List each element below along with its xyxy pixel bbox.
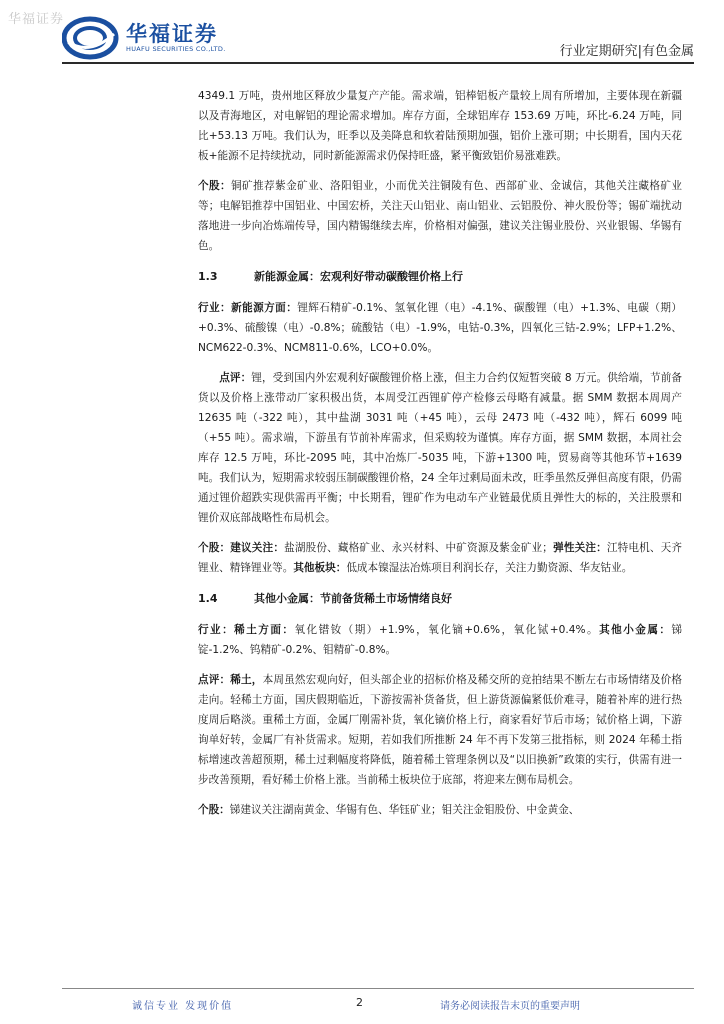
- report-body: [198, 86, 682, 830]
- comment-text: 锂，受到国内外宏观利好碳酸锂价格上涨，但主力合约仅短暂突破 8 万元。供给端，节前备货以及价格上涨带动厂家积极出货，本周受江西锂矿停产检修云母略有减量。据 SMM 数据本周周产 12635 吨（-322 吨），其中盐湖 3031 吨（+45 吨），云母 2473 吨（-432 吨），辉石 6099 吨（+55 吨）。需求端，下游虽有节前补库需求，但采购较为谨慎。库存方面，据 SMM 数据，本周社会库存 12.5 万吨，环比-2095 吨，其中冶炼厂-5035 吨，下游+1300 吨，贸易商等其他环节+1639 吨。我们认为，短期需求较弱压制碳酸锂价格，24 全年过剩局面未改，旺季虽然反弹但高度有限，仍需通过锂价超跌实现供需再平衡；中长期看，锂矿作为电动车产业链最优质且弹性大的标的，关注股票和锂价双底部战略性布局机会。: [198, 372, 682, 524]
- watermark: 华福证券: [8, 12, 65, 27]
- paragraph-aluminum: 4349.1 万吨，贵州地区释放少量复产产能。需求端，铝棒铝板产量较上周有所增加，主要体现在新疆以及青海地区，对电解铝的理论需求增加。库存方面，全球铝库存 153.69 万吨，环比-6.24 万吨，同比+53.13 万吨。我们认为，旺季以及美降息和软着陆预期加强，铝价上涨可期；中长期看，国内天花板+能源不足持续扰动，同时新能源需求仍保持旺盛，紧平衡致铝价易涨难跌。: [198, 90, 682, 162]
- section-heading-1-4: [198, 588, 682, 610]
- section-number: 1.3: [198, 270, 218, 283]
- footer-divider: [62, 988, 694, 989]
- report-type: 行业定期研究|有色金属: [559, 44, 694, 59]
- section-title: 新能源金属：宏观利好带动碳酸锂价格上行: [254, 270, 463, 283]
- other-sector-text: 低成本镍湿法冶炼项目利润长存，关注力勤资源、华友钴业。: [346, 562, 633, 574]
- company-name-cn: 华福证券: [126, 22, 218, 46]
- section-heading-1-3: [198, 266, 682, 288]
- stocks-label: 个股：建议关注：: [198, 542, 285, 554]
- header-divider: [62, 62, 694, 64]
- paragraph-comment-lithium: [198, 368, 682, 528]
- industry-label: 行业：稀土方面：: [198, 624, 295, 636]
- other-metals-text: 锑锭-1.2%、钨精矿-0.2%、钼精矿-0.8%。: [198, 624, 683, 656]
- industry-text: 锂辉石精矿-0.1%、氢氧化锂（电）-4.1%、碳酸锂（电）+1.3%、电碳（期）+0.3%、硫酸镍（电）-0.8%；硫酸钴（电）-1.9%，电钴-0.3%，四氧化三钴-2.9%；LFP+1.2%、NCM622-0.3%、NCM811-0.6%，LCO+0.0%。: [198, 302, 683, 354]
- industry-label: 行业：新能源方面：: [198, 302, 298, 314]
- stocks-text: 盐湖股份、藏格矿业、永兴材料、中矿资源及紫金矿业；: [284, 542, 553, 554]
- section-title: 其他小金属：节前备货稀土市场情绪良好: [254, 592, 452, 605]
- company-name-en: HUAFU SECURITIES CO.,LTD.: [126, 45, 226, 53]
- paragraph-industry-new-energy: [198, 298, 682, 358]
- comment-text: 本周虽然宏观向好，但头部企业的招标价格及稀交所的竞拍结果不断左右市场情绪及价格走向。轻稀土方面，国庆假期临近，下游按需补货备货，但上游货源偏紧低价难寻，随着补库的进行热度周后略淡。重稀土方面，金属厂刚需补货，氧化镝价格上行，商家看好节后市场；铽价格上调，下游询单好转，金属厂有补货需求。短期，若如我们所推断 24 年不再下发第三批指标，则 2024 年稀土指标增速改善超预期，稀土过剩幅度将降低，随着稀土管理条例以及“以旧换新”政策的实行，供需有进一步改善预期，看好稀土价格上涨。当前稀土板块位于底部，将迎来左侧布局机会。: [198, 674, 683, 786]
- stocks-text: 铜矿推荐紫金矿业、洛阳钼业，小而优关注铜陵有色、西部矿业、金诚信，其他关注藏格矿业等；电解铝推荐中国铝业、中国宏桥，关注天山铝业、南山铝业、云铝股份、神火股份等；锡矿端扰动落地进一步向冶炼端传导，国内精锡继续去库，价格相对偏强，建议关注锡业股份、兴业银锡、华锡有色。: [198, 180, 682, 252]
- elastic-text: 江特电机、天齐锂业、精锋锂业等。: [198, 542, 683, 574]
- stocks-label: 个股：: [198, 804, 230, 816]
- paragraph-stocks-1: [198, 176, 682, 256]
- stocks-text: 锑建议关注湖南黄金、华锡有色、华钰矿业；钼关注金钼股份、中金黄金、: [229, 804, 580, 816]
- other-sector-label: 其他板块：: [293, 562, 347, 574]
- page-number: 2: [356, 996, 363, 1009]
- comment-label: 点评：: [219, 372, 252, 384]
- section-number: 1.4: [198, 592, 218, 605]
- elastic-label: 弹性关注：: [552, 542, 607, 554]
- footer-slogan: 诚信专业 发现价值: [132, 1001, 234, 1012]
- other-metals-label: 其他小金属：: [599, 624, 672, 636]
- industry-text: 氧化镨钕（期）+1.9%，氧化镝+0.6%，氧化铽+0.4%。: [294, 624, 600, 636]
- comment-label: 点评：稀土，: [198, 674, 263, 686]
- paragraph-comment-rare-earth: [198, 670, 682, 790]
- footer-disclaimer: 请务必阅读报告末页的重要声明: [440, 1001, 580, 1012]
- paragraph-stocks-3: [198, 800, 682, 820]
- paragraph-stocks-2: [198, 538, 682, 578]
- paragraph-industry-rare-earth: [198, 620, 682, 660]
- stocks-label: 个股：: [198, 180, 232, 192]
